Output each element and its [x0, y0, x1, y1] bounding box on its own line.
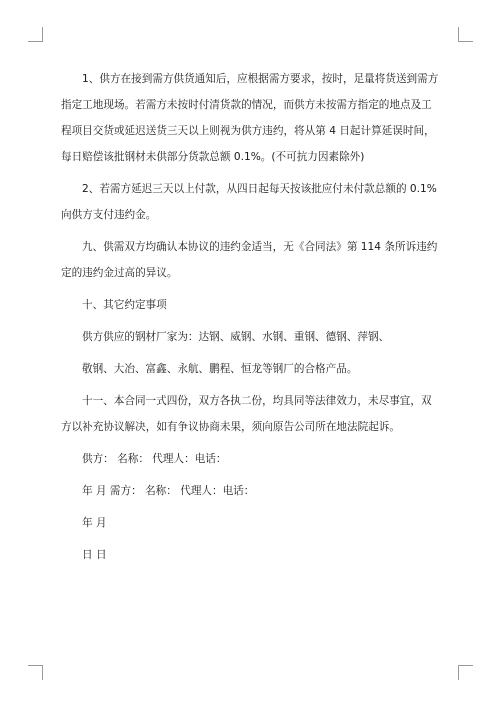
clause-supply-delivery: 1、供方在接到需方供货通知后，应根据需方要求，按时，足量将货送到需方指定工地现场。若需方未按时付清货款的情况，而供方未按需方指定的地点及工程项目交货或延迟送货三天以上则视为供方违约，将从第 4 日起计算延误时间，每日赔偿该批钢材未供部分货款总额 0.1%。(不可抗力因素除外) — [61, 73, 439, 163]
crop-mark-top-right — [458, 27, 473, 42]
steel-suppliers-line-1: 供方供应的钢材厂家为：达钢、威钢、水钢、重钢、德钢、萍钢、 — [82, 331, 390, 343]
clause-eleven-copies: 十一、本合同一式四份，双方各执二份，均具同等法律效力，未尽事宜，双方以补充协议解决，如有争议协商未果，须向原告公司所在地法院起诉。 — [61, 395, 432, 433]
crop-mark-top-left — [28, 27, 43, 42]
supplier-signature-line: 供方： 名称： 代理人：电话： — [82, 453, 227, 465]
clause-nine-penalty-confirmation: 九、供需双方均确认本协议的违约金适当，无《合同法》第 114 条所诉违约定的违约金过高的异议。 — [61, 241, 438, 279]
crop-mark-bottom-left — [28, 665, 43, 680]
crop-mark-bottom-right — [458, 665, 473, 680]
date-year-month-line: 年 月 — [82, 517, 107, 529]
buyer-signature-line: 年 月 需方： 名称： 代理人：电话： — [82, 485, 255, 497]
clause-late-payment: 2、若需方延迟三天以上付款，从四日起每天按该批应付未付款总额的 0.1%向供方支付违约金。 — [61, 183, 437, 221]
section-ten-heading: 十、其它约定事项 — [82, 299, 167, 311]
steel-suppliers-line-2: 敬钢、大冶、富鑫、永航、鹏程、恒龙等钢厂的合格产品。 — [82, 363, 358, 375]
date-day-line: 日 日 — [82, 549, 107, 561]
document-body — [61, 66, 441, 574]
